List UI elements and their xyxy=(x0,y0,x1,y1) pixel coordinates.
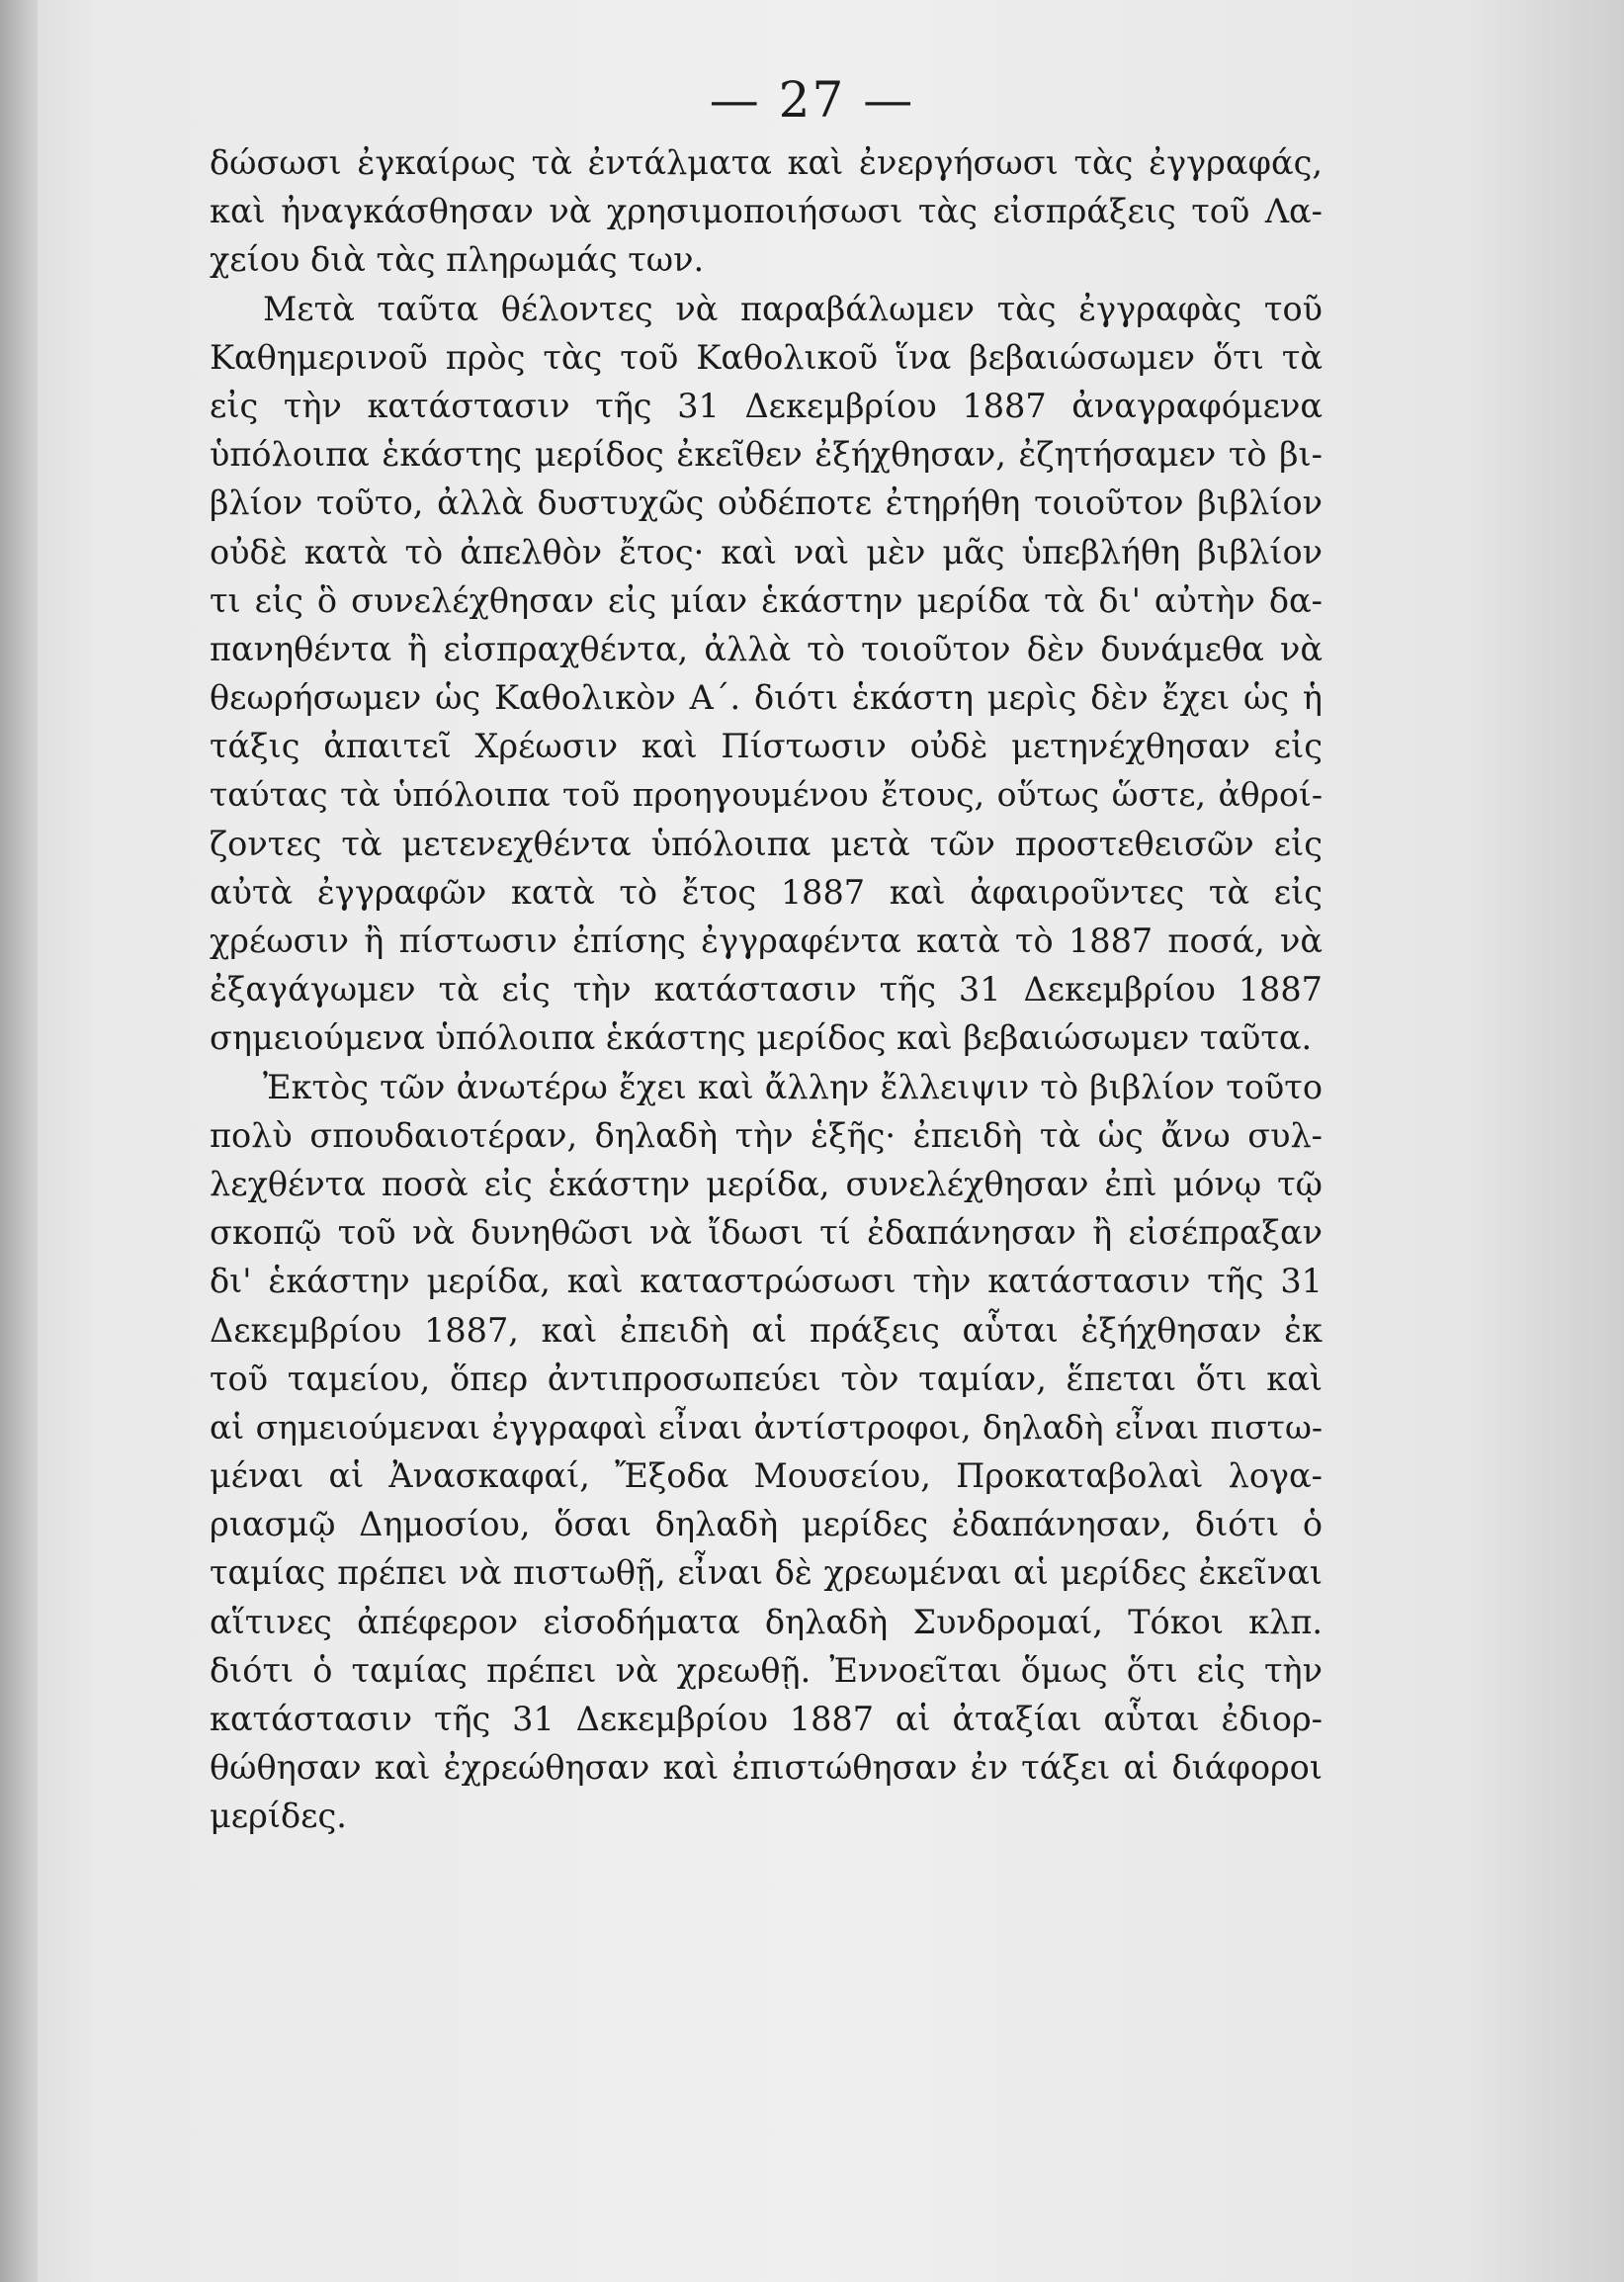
text-line: Καθημερινοῦ πρὸς τὰς τοῦ Καθολικοῦ ἵνα βεβαιώσωμεν ὅτι τὰ xyxy=(210,337,1323,377)
text-line: ριασμῷ Δημοσίου, ὅσαι δηλαδὴ μερίδες ἐδαπάνησαν, διότι ὁ xyxy=(210,1505,1323,1544)
text-line: λεχθέντα ποσὰ εἰς ἑκάστην μερίδα, συνελέχθησαν ἐπὶ μόνῳ τῷ xyxy=(210,1164,1323,1203)
text-line: ταύτας τὰ ὑπόλοιπα τοῦ προηγουμένου ἔτους, οὕτως ὥστε, ἀθροί- xyxy=(210,775,1323,815)
text-line: εἰς τὴν κατάστασιν τῆς 31 Δεκεμβρίου 1887 ἀναγραφόμενα xyxy=(210,386,1323,425)
text-line: ταμίας πρέπει νὰ πιστωθῇ, εἶναι δὲ χρεωμέναι αἱ μερίδες ἐκεῖναι xyxy=(210,1553,1323,1593)
text-line: αἱ σημειούμεναι ἐγγραφαὶ εἶναι ἀντίστροφοι, δηλαδὴ εἶναι πιστω- xyxy=(210,1407,1323,1447)
text-line: πολὺ σπουδαιοτέραν, δηλαδὴ τὴν ἑξῆς· ἐπειδὴ τὰ ὡς ἄνω συλ- xyxy=(210,1115,1323,1155)
text-line: τι εἰς ὃ συνελέχθησαν εἰς μίαν ἑκάστην μερίδα τὰ δι' αὐτὴν δα- xyxy=(210,580,1323,620)
text-line: οὐδὲ κατὰ τὸ ἀπελθὸν ἔτος· καὶ ναὶ μὲν μᾶς ὑπεβλήθη βιβλίον xyxy=(210,532,1323,571)
text-line: δι' ἑκάστην μερίδα, καὶ καταστρώσωσι τὴν κατάστασιν τῆς 31 xyxy=(210,1262,1323,1301)
page-number: — 27 — xyxy=(709,71,915,129)
text-line: θώθησαν καὶ ἐχρεώθησαν καὶ ἐπιστώθησαν ἐν τάξει αἱ διάφοροι xyxy=(210,1748,1323,1788)
text-line: σημειούμενα ὑπόλοιπα ἑκάστης μερίδος καὶ βεβαιώσωμεν ταῦτα. xyxy=(210,1018,1313,1058)
text-line: τοῦ ταμείου, ὅπερ ἀντιπροσωπεύει τὸν ταμίαν, ἕπεται ὅτι καὶ xyxy=(210,1359,1323,1398)
text-line: καὶ ἠναγκάσθησαν νὰ χρησιμοποιήσωσι τὰς εἰσπράξεις τοῦ Λα- xyxy=(210,192,1323,231)
page-edge-shadow xyxy=(0,0,38,2282)
text-line: σκοπῷ τοῦ νὰ δυνηθῶσι νὰ ἴδωσι τί ἐδαπάνησαν ἢ εἰσέπραξαν xyxy=(210,1213,1323,1253)
text-line: χρέωσιν ἢ πίστωσιν ἐπίσης ἐγγραφέντα κατὰ τὸ 1887 ποσά, νὰ xyxy=(210,922,1323,960)
text-line: κατάστασιν τῆς 31 Δεκεμβρίου 1887 αἱ ἀταξίαι αὗται ἐδιορ- xyxy=(210,1700,1323,1738)
text-line: τάξις ἀπαιτεῖ Χρέωσιν καὶ Πίστωσιν οὐδὲ μετηνέχθησαν εἰς xyxy=(210,727,1323,766)
text-line: βλίον τοῦτο, ἀλλὰ δυστυχῶς οὐδέποτε ἐτηρήθη τοιοῦτον βιβλίον xyxy=(210,483,1323,523)
text-line: αἵτινες ἀπέφερον εἰσοδήματα δηλαδὴ Συνδρομαί, Τόκοι κλπ. xyxy=(210,1602,1323,1641)
text-line: μέναι αἱ Ἀνασκαφαί, Ἔξοδα Μουσείου, Προκαταβολαὶ λογα- xyxy=(210,1456,1323,1496)
text-line: Ἐκτὸς τῶν ἀνωτέρω ἔχει καὶ ἄλλην ἔλλειψιν τὸ βιβλίον τοῦτο xyxy=(263,1067,1323,1106)
text-line: δώσωσι ἐγκαίρως τὰ ἐντάλματα καὶ ἐνεργήσωσι τὰς ἐγγραφάς, xyxy=(210,143,1323,182)
text-line: Δεκεμβρίου 1887, καὶ ἐπειδὴ αἱ πράξεις αὗται ἐξήχθησαν ἐκ xyxy=(210,1310,1323,1350)
text-line: ἐξαγάγωμεν τὰ εἰς τὴν κατάστασιν τῆς 31 Δεκεμβρίου 1887 xyxy=(210,970,1323,1009)
text-line: χείου διὰ τὰς πληρωμάς των. xyxy=(210,240,705,280)
text-line: αὐτὰ ἐγγραφῶν κατὰ τὸ ἔτος 1887 καὶ ἀφαιροῦντες τὰ εἰς xyxy=(210,872,1323,912)
body-text xyxy=(210,138,1323,1841)
text-line: πανηθέντα ἢ εἰσπραχθέντα, ἀλλὰ τὸ τοιοῦτον δὲν δυνάμεθα νὰ xyxy=(210,629,1323,668)
text-line: ὑπόλοιπα ἑκάστης μερίδος ἐκεῖθεν ἐξήχθησαν, ἐζητήσαμεν τὸ βι- xyxy=(210,435,1323,475)
text-line: θεωρήσωμεν ὡς Καθολικὸν Α΄. διότι ἑκάστη μερὶς δὲν ἔχει ὡς ἡ xyxy=(210,678,1323,718)
text-line: Μετὰ ταῦτα θέλοντες νὰ παραβάλωμεν τὰς ἐγγραφὰς τοῦ xyxy=(263,289,1323,328)
text-line: διότι ὁ ταμίας πρέπει νὰ χρεωθῇ. Ἐννοεῖται ὅμως ὅτι εἰς τὴν xyxy=(210,1650,1323,1690)
text-line: ζοντες τὰ μετενεχθέντα ὑπόλοιπα μετὰ τῶν προστεθεισῶν εἰς xyxy=(210,824,1323,863)
text-line: μερίδες. xyxy=(210,1797,347,1836)
